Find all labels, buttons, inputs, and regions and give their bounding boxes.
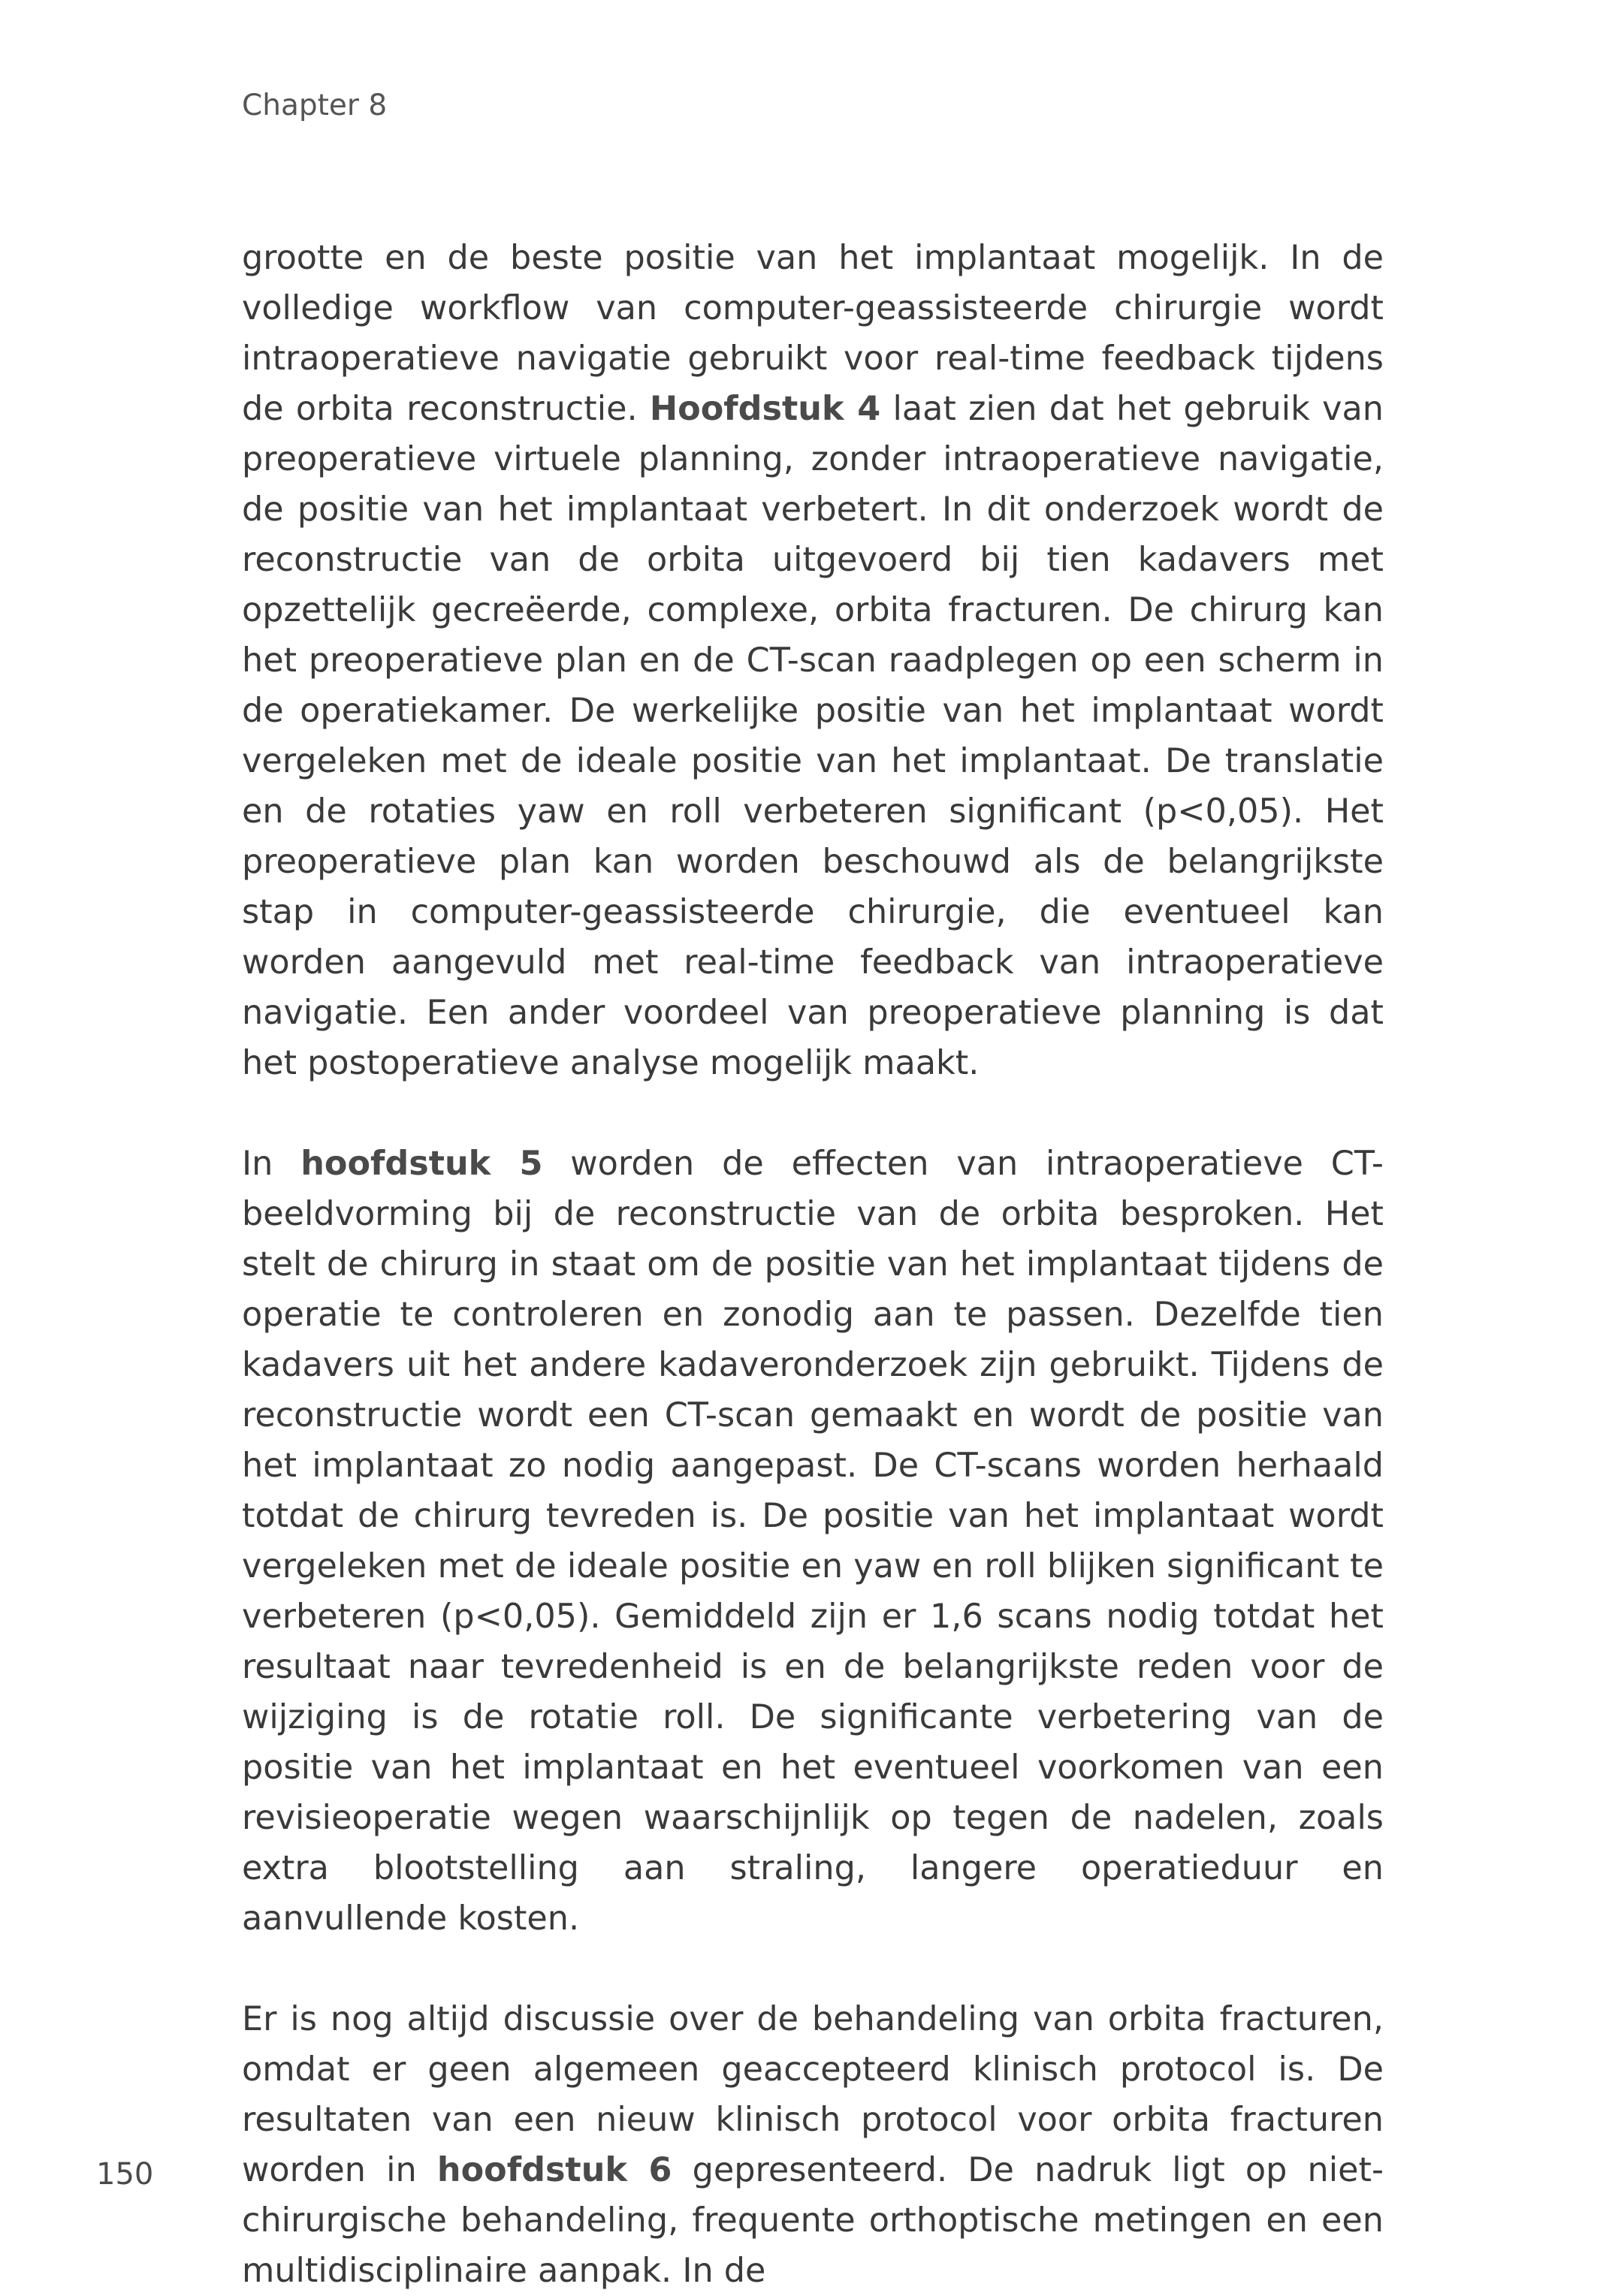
text-segment: In <box>242 1145 301 1183</box>
page-number: 150 <box>96 2157 154 2192</box>
chapter-reference-5: hoofdstuk 5 <box>300 1145 543 1183</box>
paragraph-1 <box>242 233 1384 1088</box>
text-segment: laat zien dat het gebruik van preoperatieve virtuele planning, zonder intraoperatieve navigatie, de positie van het implantaat verbetert. In dit onderzoek wordt de reconstructie van de orbita uitgevoerd bij tien kadavers met opzettelijk gecreëerde, complexe, orbita fracturen. De chirurg kan het preoperatieve plan en de CT-scan raadplegen op een scherm in de operatiekamer. De werkelijke positie van het implantaat wordt vergeleken met de ideale positie van het implantaat. De translatie en de rotaties yaw en roll verbeteren significant (p<0,05). Het preoperatieve plan kan worden beschouwd als de belangrijkste stap in computer-geassisteerde chirurgie, die eventueel kan worden aangevuld met real-time feedback van intraoperatieve navigatie. Een ander voordeel van preoperatieve planning is dat het postoperatieve analyse mogelijk maakt. <box>242 390 1384 1082</box>
chapter-reference-4: Hoofdstuk 4 <box>649 390 881 428</box>
text-segment: Er is nog altijd discussie over de behandeling van orbita fracturen, omdat er geen algemeen geaccepteerd klinisch protocol is. De resultaten van een nieuw klinisch protocol voor orbita fracturen worden in <box>242 2000 1384 2189</box>
text-segment: worden de effecten van intraoperatieve CT-beeldvorming bij de reconstructie van de orbita besproken. Het stelt de chirurg in staat om de positie van het implantaat tijdens de operatie te controleren en zonodig aan te passen. Dezelfde tien kadavers uit het andere kadaveronderzoek zijn gebruikt. Tijdens de reconstructie wordt een CT-scan gemaakt en wordt de positie van het implantaat zo nodig aangepast. De CT-scans worden herhaald totdat de chirurg tevreden is. De positie van het implantaat wordt vergeleken met de ideale positie en yaw en roll blijken significant te verbeteren (p<0,05). Gemiddeld zijn er 1,6 scans nodig totdat het resultaat naar tevredenheid is en de belangrijkste reden voor de wijziging is de rotatie roll. De significante verbetering van de positie van het implantaat en het eventueel voorkomen van een revisieoperatie wegen waarschijnlijk op tegen de nadelen, zoals extra blootstelling aan straling, langere operatieduur en aanvullende kosten. <box>242 1145 1384 1938</box>
paragraph-2 <box>242 1139 1384 1944</box>
running-header: Chapter 8 <box>242 89 388 122</box>
text-segment: grootte en de beste positie van het implantaat mogelijk. In de volledige workflow van computer-geassisteerde chirurgie wordt intraoperatieve navigatie gebruikt voor real-time feedback tijdens de orbita reconstructie. <box>242 239 1384 428</box>
body-text <box>242 233 1384 2296</box>
text-segment: gepresenteerd. De nadruk ligt op niet-chirurgische behandeling, frequente orthoptische metingen en een multidisciplinaire aanpak. In de <box>242 2151 1384 2290</box>
chapter-reference-6: hoofdstuk 6 <box>436 2151 672 2189</box>
paragraph-3 <box>242 1994 1384 2296</box>
